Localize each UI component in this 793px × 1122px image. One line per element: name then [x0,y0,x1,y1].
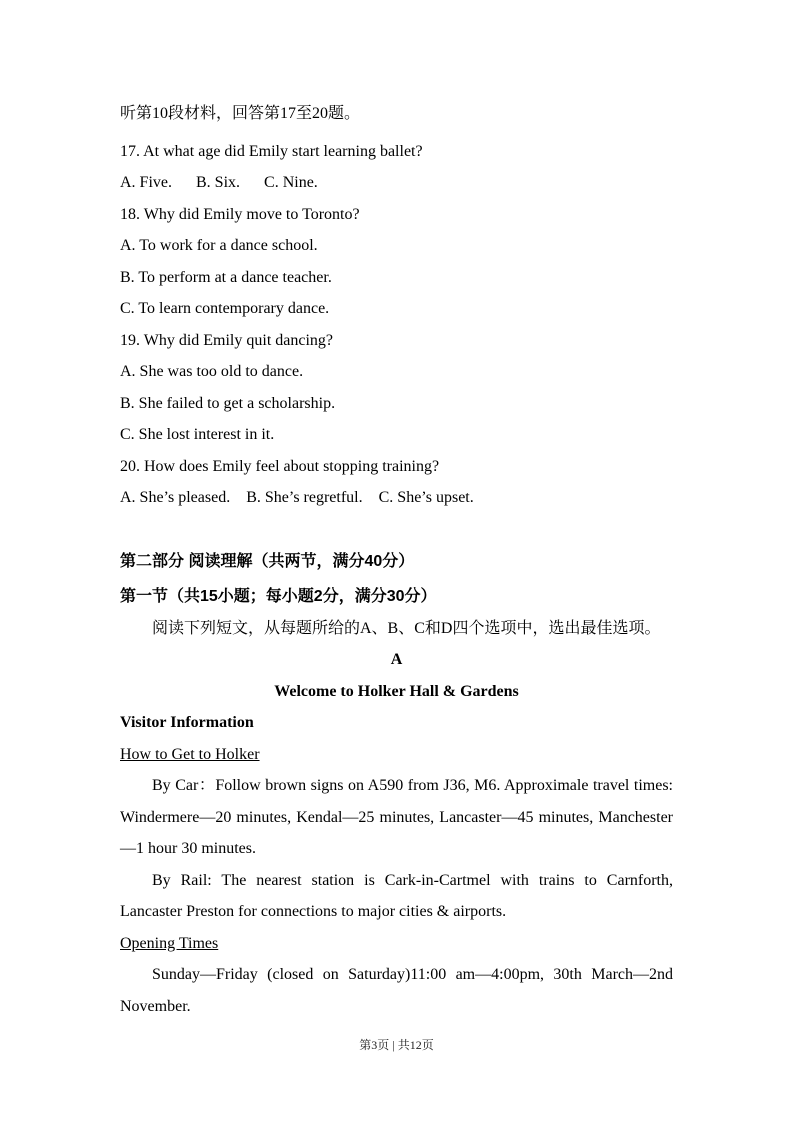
reading-instructions: 阅读下列短文，从每题所给的A、B、C和D四个选项中，选出最佳选项。 [152,619,661,637]
question-19-option-c: C. She lost interest in it. [120,426,275,443]
by-car-paragraph: By Car：Follow brown signs on A590 from J36, M6. Approximale travel times: Windermere—20 minutes, Kendal—25 minutes, Lancaster—45 minutes, Manchester—1 hour 30 minutes. [120,777,677,857]
by-rail-paragraph: By Rail: The nearest station is Cark-in-Cartmel with trains to Carnforth, Lancaster Preston for connections to major cities & airports. [120,871,677,920]
opening-times-paragraph: Sunday—Friday (closed on Saturday)11:00 am—4:00pm, 30th March—2nd November. [120,966,677,1015]
question-17-text: 17. At what age did Emily start learning ballet? [120,142,423,160]
question-19-option-b: B. She failed to get a scholarship. [120,394,336,412]
page-footer [0,1036,793,1053]
question-18-option-c: C. To learn contemporary dance. [120,300,330,317]
question-17-options: A. Five. B. Six. C. Nine. [120,174,318,191]
question-18-option-b: B. To perform at a dance teacher. [120,268,332,286]
question-20-options: A. She’s pleased. B. She’s regretful. C. She’s upset. [120,489,474,506]
passage-title: Welcome to Holker Hall & Gardens [274,682,519,700]
question-19-option-a: A. She was too old to dance. [120,363,304,380]
reading-section-header: 第一节（共15小题；每小题2分，满分30分） [120,588,437,605]
reading-part-header: 第二部分 阅读理解（共两节，满分40分） [120,552,415,570]
how-to-get-heading: How to Get to Holker [120,745,260,763]
question-20-text: 20. How does Emily feel about stopping training? [120,457,440,475]
question-18-text: 18. Why did Emily move to Toronto? [120,205,360,223]
question-18-option-a: A. To work for a dance school. [120,237,318,254]
page-indicator: 第3页 | 共12页 [359,1038,434,1052]
listening-section-intro: 听第10段材料，回答第17至20题。 [120,105,361,122]
question-19-text: 19. Why did Emily quit dancing? [120,331,334,349]
visitor-information-heading: Visitor Information [120,714,254,731]
document-content [120,98,677,1022]
passage-label: A [390,651,403,668]
opening-times-heading: Opening Times [120,934,219,952]
